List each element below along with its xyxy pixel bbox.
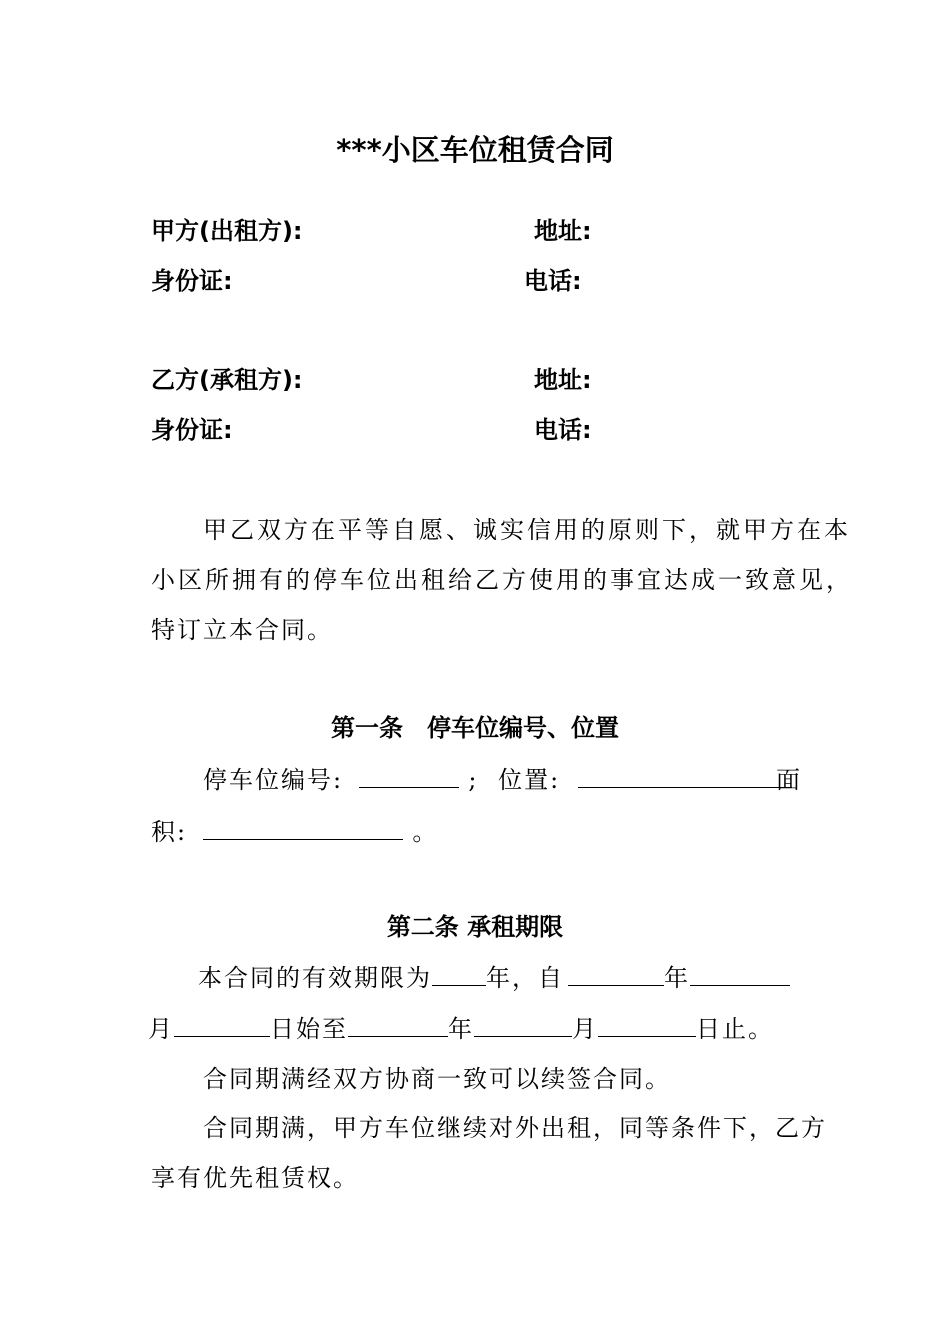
area-label-part2: 积: — [151, 818, 188, 846]
separator: ; — [468, 766, 479, 794]
term-line-1 — [198, 958, 790, 993]
intro-line-2: 小区所拥有的停车位出租给乙方使用的事宜达成一致意见， — [151, 566, 853, 594]
intro-line-1: 甲乙双方在平等自愿、诚实信用的原则下，就甲方在本 — [203, 516, 851, 544]
party-b-name-label: 乙方(承租方): — [151, 366, 303, 394]
area-label-part1: 面 — [776, 766, 802, 794]
area-end: 。 — [412, 818, 439, 846]
term-text-7: 月 — [572, 1015, 598, 1043]
term-line-2 — [148, 1009, 774, 1044]
party-a-name-label: 甲方(出租方): — [151, 217, 303, 245]
end-year-blank[interactable] — [348, 1014, 448, 1037]
end-month-blank[interactable] — [474, 1014, 572, 1037]
document-title: ***小区车位租赁合同 — [336, 133, 614, 167]
term-text-8: 日止。 — [696, 1015, 774, 1043]
parking-number-row — [203, 760, 792, 795]
party-b-phone-label: 电话: — [534, 416, 592, 444]
term-text-3: 年 — [664, 964, 690, 992]
term-text-4: 月 — [148, 1015, 174, 1043]
start-day-blank[interactable] — [174, 1014, 270, 1037]
renewal-paragraph: 合同期满经双方协商一致可以续签合同。 — [203, 1065, 671, 1093]
area-row — [151, 812, 438, 847]
party-a-address-label: 地址: — [534, 217, 592, 245]
start-month-blank[interactable] — [690, 963, 790, 986]
term-text-2: 年，自 — [486, 964, 564, 992]
term-text-5: 日始至 — [270, 1015, 348, 1043]
start-year-blank[interactable] — [568, 963, 664, 986]
article-2-heading: 第二条 承租期限 — [386, 913, 564, 941]
parking-number-blank[interactable] — [359, 765, 459, 788]
area-blank[interactable] — [203, 817, 403, 840]
parking-number-label: 停车位编号: — [203, 766, 344, 794]
priority-line-1: 合同期满，甲方车位继续对外出租，同等条件下，乙方 — [203, 1114, 827, 1142]
location-blank[interactable] — [578, 765, 792, 788]
term-years-blank[interactable] — [432, 963, 486, 986]
priority-line-2: 享有优先租赁权。 — [151, 1164, 359, 1192]
term-text-6: 年 — [448, 1015, 474, 1043]
term-text-1: 本合同的有效期限为 — [198, 964, 432, 992]
party-b-id-label: 身份证: — [151, 416, 233, 444]
party-b-address-label: 地址: — [534, 366, 592, 394]
party-a-phone-label: 电话: — [524, 267, 582, 295]
article-1-heading: 第一条 停车位编号、位置 — [331, 714, 619, 742]
location-label: 位置: — [498, 766, 561, 794]
intro-line-3: 特订立本合同。 — [151, 616, 333, 644]
end-day-blank[interactable] — [598, 1014, 696, 1037]
party-a-id-label: 身份证: — [151, 267, 233, 295]
